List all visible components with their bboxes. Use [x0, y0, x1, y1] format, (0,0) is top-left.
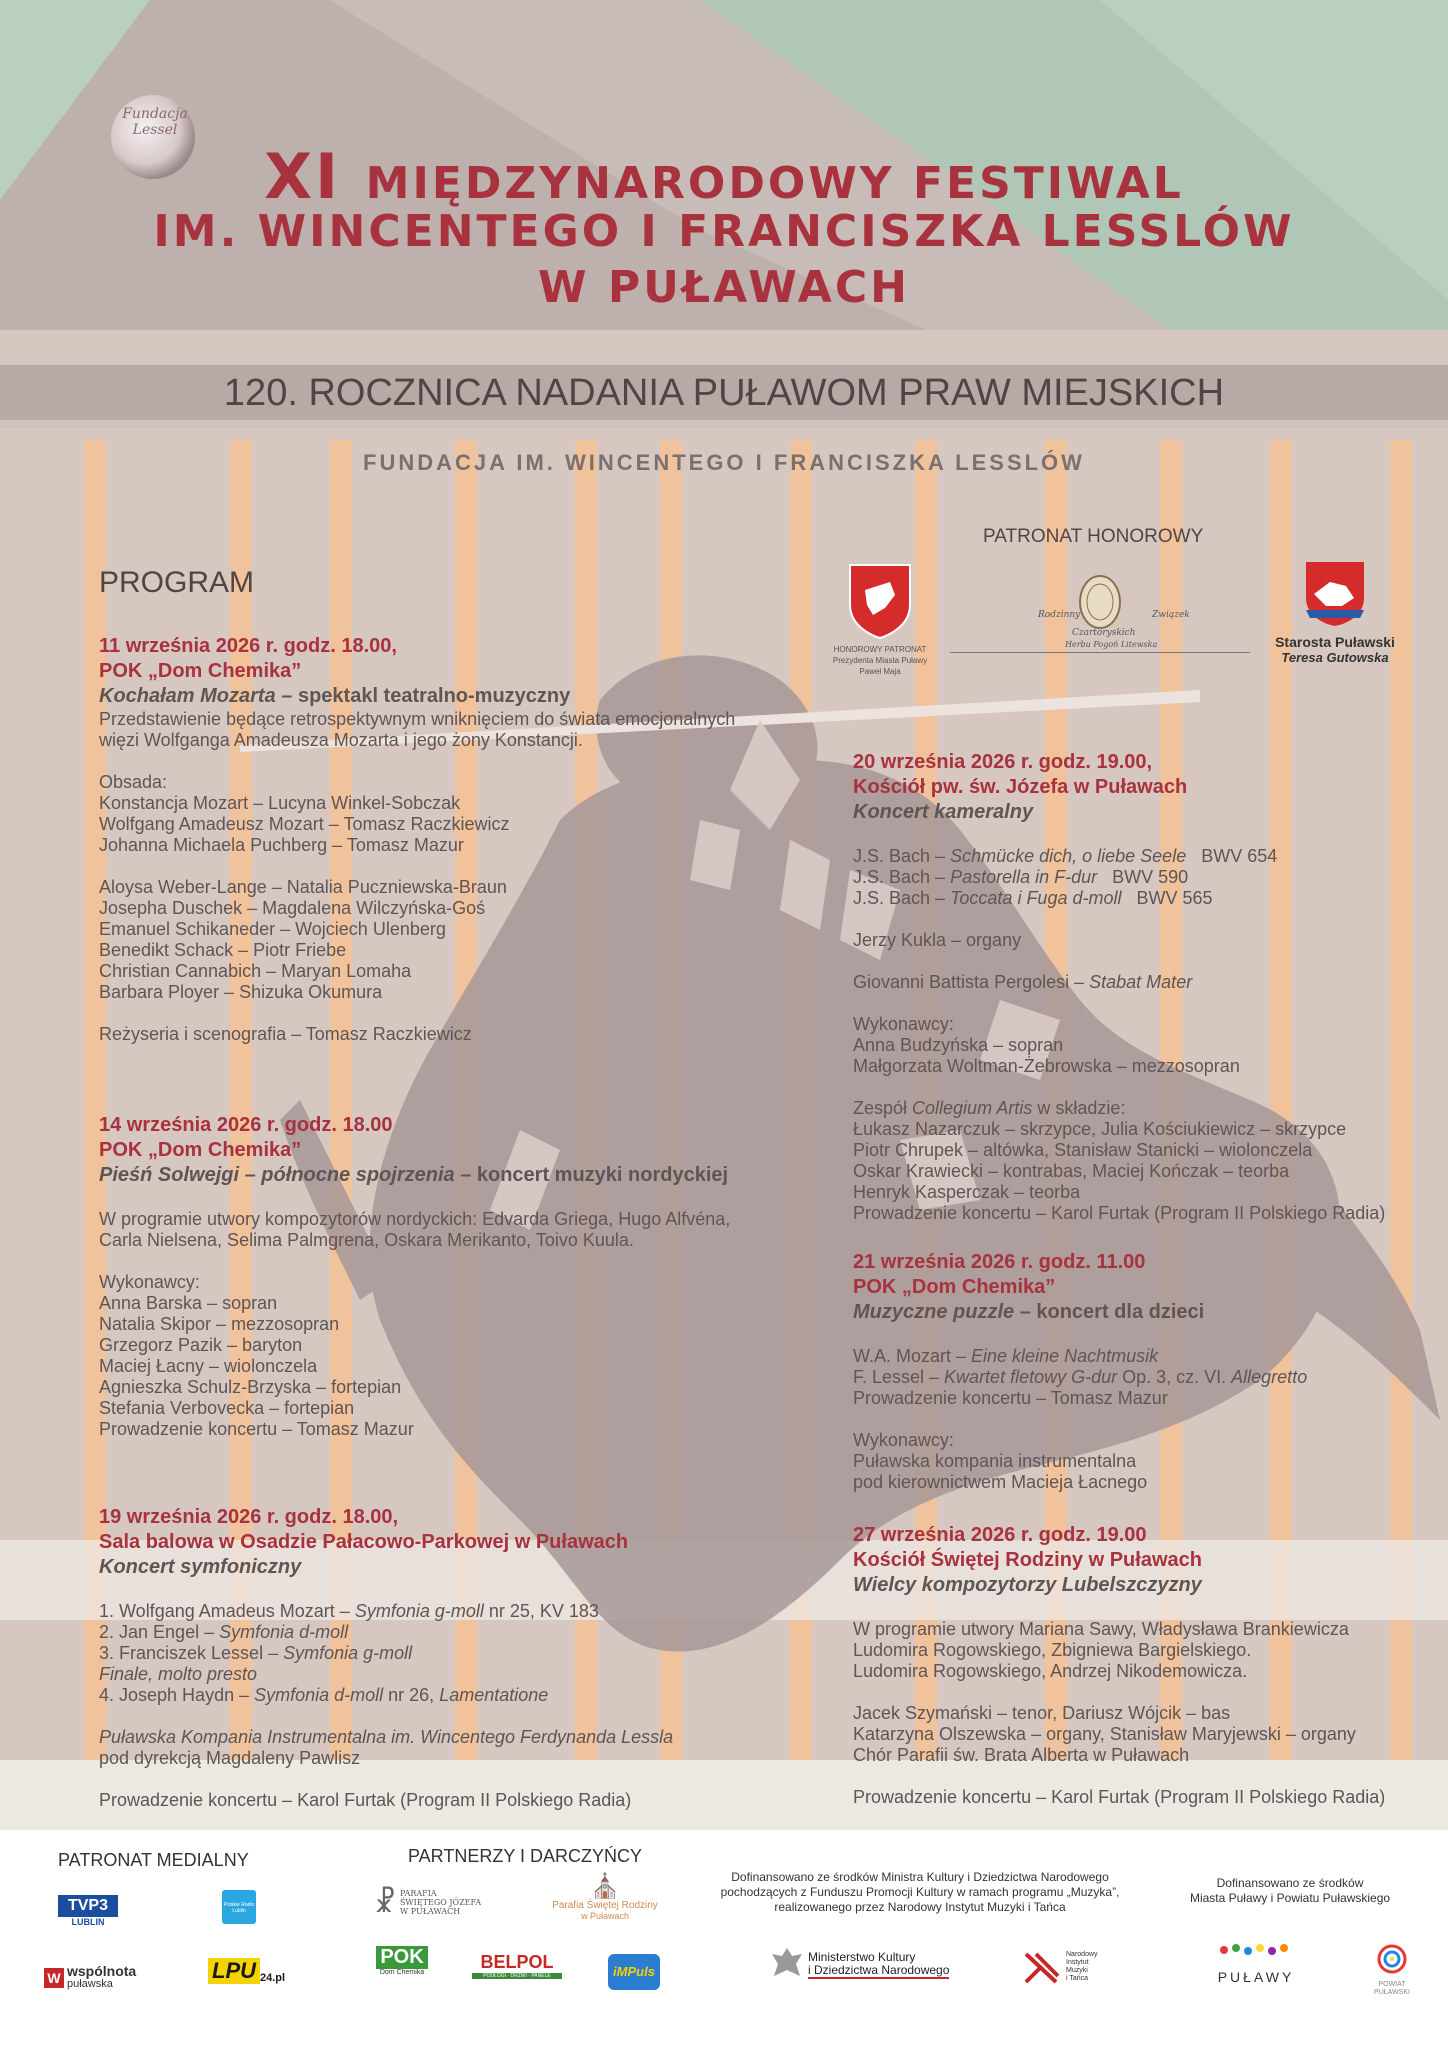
patronat-heading: PATRONAT HONOROWY	[983, 526, 1204, 547]
starosta-name: Starosta Puławski	[1275, 634, 1395, 650]
patronat-czartoryski: Rodzinny Związek Czartoryskich Herbu Pogoń Litewska	[950, 570, 1250, 660]
event-2: 14 września 2026 r. godz. 18.00 POK „Dom Chemika” Pieśń Solwejgi – północne spojrzenia – koncert muzyki nordyckiej W programie utwory kompozytorów nordyckich: Edvarda Griega, Hugo Alfvéna, Carla Nielsena, Selima Palmgrena, Oskara Merikanto, Toivo Kuula. Wykonawcy: Anna Barska – sopran Natalia Skipor – mezzosopran Grzegorz Pazik – baryton Maciej Łacny – wiolonczela Agnieszka Schulz-Brzyska – fortepian Stefania Verbovecka – fortepian Prowadzenie koncertu – Tomasz Mazur	[99, 1113, 839, 1440]
nimit-mark-icon	[1022, 1948, 1062, 1986]
wspolnota-w-icon: W	[44, 1968, 64, 1988]
pulawy-logo: PUŁAWY	[1208, 1942, 1304, 1985]
anniversary-line: 120. ROCZNICA NADANIA PUŁAWOM PRAW MIEJSKICH	[223, 372, 1225, 414]
lpu24-logo: LPU 24.pl	[208, 1958, 285, 1984]
event-2-title: Pieśń Solwejgi – północne spojrzenia – koncert muzyki nordyckiej	[99, 1164, 729, 1186]
festival-title-text: XI MIĘDZYNARODOWY FESTIWAL	[264, 140, 1184, 213]
eagle-icon	[770, 1946, 804, 1984]
patronat-president: HONOROWY PATRONAT Prezydenta Miasta Puławy Paweł Maja	[830, 560, 930, 677]
event-1-date: 11 września 2026 r. godz. 18.00,	[99, 635, 397, 657]
powiat-swirl-icon	[1375, 1942, 1409, 1976]
event-6-title: Wielcy kompozytorzy Lubelszczyzny	[853, 1574, 1202, 1596]
media-patronage-heading: PATRONAT MEDIALNY	[58, 1850, 249, 1870]
event-3-date: 19 września 2026 r. godz. 18.00,	[99, 1506, 399, 1528]
wspolnota-logo: W wspólnota puławska	[44, 1965, 136, 1991]
powiat-coat-of-arms-icon	[1302, 558, 1368, 628]
event-1-title: Kochałam Mozarta – spektakl teatralno-muzyczny	[99, 685, 571, 707]
event-1: 11 września 2026 r. godz. 18.00, POK „Dom Chemika” Kochałam Mozarta – spektakl teatralno-muzyczny Przedstawienie będące retrospektywnym wniknięciem do świata emocjonalnych więzi Wolfganga Amadeusza Mozarta i jego żony Konstancji. Obsada: Konstancja Mozart – Lucyna Winkel-Sobczak Wolfgang Amadeusz Mozart – Tomasz Raczkiewicz Johanna Michaela Puchberg – Tomasz Mazur Aloysa Weber-Lange – Natalia Puczniewska-Braun Josepha Duschek – Magdalena Wilczyńska-Goś Emanuel Schikaneder – Wojciech Ulenberg Benedikt Schack – Piotr Friebe Christian Cannabich – Maryan Lomaha Barbara Ployer – Shizuka Okumura Reżyseria i scenografia – Tomasz Raczkiewicz	[99, 634, 819, 1045]
event-5-date: 21 września 2026 r. godz. 11.00	[853, 1251, 1146, 1273]
event-5: 21 września 2026 r. godz. 11.00 POK „Dom Chemika” Muzyczne puzzle – koncert dla dzieci W.A. Mozart – Eine kleine Nachtmusik F. Lessel – Kwartet fletowy G-dur Op. 3, cz. VI. Allegretto Prowadzenie koncertu – Tomasz Mazur Wykonawcy: Puławska kompania instrumentalna pod kierownictwem Macieja Łacnego	[853, 1250, 1443, 1493]
funding-city-text: Dofinansowano ze środków Miasta Puławy i Powiatu Puławskiego	[1189, 1876, 1391, 1905]
nimit-logo: Narodowy Instytut Muzyki i Tańca	[1022, 1948, 1098, 1986]
belpol-logo: BELPOL PODŁOGI · DRZWI · PANELE	[472, 1952, 562, 1979]
event-5-venue: POK „Dom Chemika”	[853, 1276, 1056, 1298]
event-6: 27 września 2026 r. godz. 19.00 Kościół Świętej Rodziny w Puławach Wielcy kompozytorzy Lubelszczyzny W programie utwory Mariana Sawy, Władysława Brankiewicza Ludomira Rogowskiego, Zbigniewa Bargielskiego. Ludomira Rogowskiego, Andrzej Nikodemowicza. Jacek Szymański – tenor, Dariusz Wójcik – bas Katarzyna Olszewska – organy, Stanisław Maryjewski – organy Chór Parafii św. Brata Alberta w Puławach Prowadzenie koncertu – Karol Furtak (Program II Polskiego Radia)	[853, 1523, 1443, 1808]
event-5-title: Muzyczne puzzle – koncert dla dzieci	[853, 1301, 1205, 1323]
foundation-line: FUNDACJA IM. WINCENTEGO I FRANCISZKA LESSLÓW	[363, 450, 1085, 475]
festival-title-line-2: IM. WINCENTEGO I FRANCISZKA LESSLÓW	[153, 206, 1295, 257]
event-2-venue: POK „Dom Chemika”	[99, 1139, 302, 1161]
pok-logo: POK Dom Chemika	[376, 1946, 428, 1976]
chi-rho-icon: ☧	[374, 1887, 396, 1918]
funding-ministry-text: Dofinansowano ze środków Ministra Kultury i Dziedzictwa Narodowego pochodzących z Funduszu Promocji Kultury w ramach programu „Muzyka”, realizowanego przez Narodowy Instytut Muzyki i Tańca	[720, 1870, 1120, 1914]
event-4-date: 20 września 2026 r. godz. 19.00,	[853, 751, 1153, 773]
event-6-venue: Kościół Świętej Rodziny w Puławach	[853, 1549, 1202, 1571]
czartoryski-seal-icon	[1070, 570, 1130, 635]
church-icon: ⛪	[590, 1873, 620, 1900]
pulawy-figures-icon	[1216, 1942, 1296, 1964]
event-4: 20 września 2026 r. godz. 19.00, Kościół pw. św. Józefa w Puławach Koncert kameralny J.S. Bach – Schmücke dich, o liebe Seele BWV 654 J.S. Bach – Pastorella in F-dur BWV 590 J.S. Bach – Toccata i Fuga d-moll BWV 565 Jerzy Kukla – organy Giovanni Battista Pergolesi – Stabat Mater Wykonawcy: Anna Budzyńska – sopran Małgorzata Woltman-Żebrowska – mezzosopran Zespół Collegium Artis w składzie: Łukasz Nazarczuk – skrzypce, Julia Kościukiewicz – skrzypce Piotr Chrupek – altówka, Stanisław Stanicki – wiolonczela Oskar Krawiecki – kontrabas, Maciej Kończak – teorba Henryk Kasperczak – teorba Prowadzenie koncertu – Karol Furtak (Program II Polskiego Radia)	[853, 750, 1443, 1224]
festival-title-line-3: W PUŁAWACH	[538, 262, 910, 313]
parafia-rodziny-logo: ⛪ Parafia Świętej Rodziny w Puławach	[540, 1874, 670, 1921]
pulawy-coat-of-arms-icon	[845, 560, 915, 640]
event-4-title: Koncert kameralny	[853, 801, 1034, 823]
parafia-jozefa-logo: ☧ PARAFIA ŚWIĘTEGO JÓZEFA W PUŁAWACH	[374, 1887, 482, 1918]
event-3: 19 września 2026 r. godz. 18.00, Sala balowa w Osadzie Pałacowo-Parkowej w Puławach Koncert symfoniczny 1. Wolfgang Amadeus Mozart – Symfonia g-moll nr 25, KV 183 2. Jan Engel – Symfonia d-moll 3. Franciszek Lessel – Symfonia g-moll Finale, molto presto 4. Joseph Haydn – Symfonia d-moll nr 26, Lamentatione Puławska Kompania Instrumentalna im. Wincentego Ferdynanda Lessla pod dyrekcją Magdaleny Pawlisz Prowadzenie koncertu – Karol Furtak (Program II Polskiego Radia)	[99, 1505, 839, 1811]
event-6-date: 27 września 2026 r. godz. 19.00	[853, 1524, 1147, 1546]
powiat-logo: POWIAT PUŁAWSKI	[1362, 1942, 1422, 1997]
partners-heading: PARTNERZY I DARCZYŃCY	[408, 1846, 643, 1866]
patronat-starosta	[1270, 558, 1400, 665]
festival-edition-number: XI	[264, 140, 366, 213]
starosta-person: Teresa Gutowska	[1281, 650, 1389, 665]
event-4-venue: Kościół pw. św. Józefa w Puławach	[853, 776, 1188, 798]
fundacja-logo-text: Fundacja Lessel	[122, 106, 188, 138]
radio-lublin-logo: Polskie Radio Lublin	[222, 1890, 256, 1924]
event-3-title: Koncert symfoniczny	[99, 1556, 302, 1578]
tvp3-logo: TVP3 LUBLIN	[58, 1895, 118, 1927]
event-1-venue: POK „Dom Chemika”	[99, 660, 302, 682]
impuls-logo: iMPuls	[608, 1954, 660, 1990]
festival-title-line-1	[0, 140, 1448, 213]
program-heading: PROGRAM	[99, 566, 255, 599]
ministerstwo-logo: Ministerstwo Kultury i Dziedzictwa Narodowego	[770, 1946, 949, 1984]
event-3-venue: Sala balowa w Osadzie Pałacowo-Parkowej w Puławach	[99, 1531, 629, 1553]
event-2-date: 14 września 2026 r. godz. 18.00	[99, 1114, 393, 1136]
